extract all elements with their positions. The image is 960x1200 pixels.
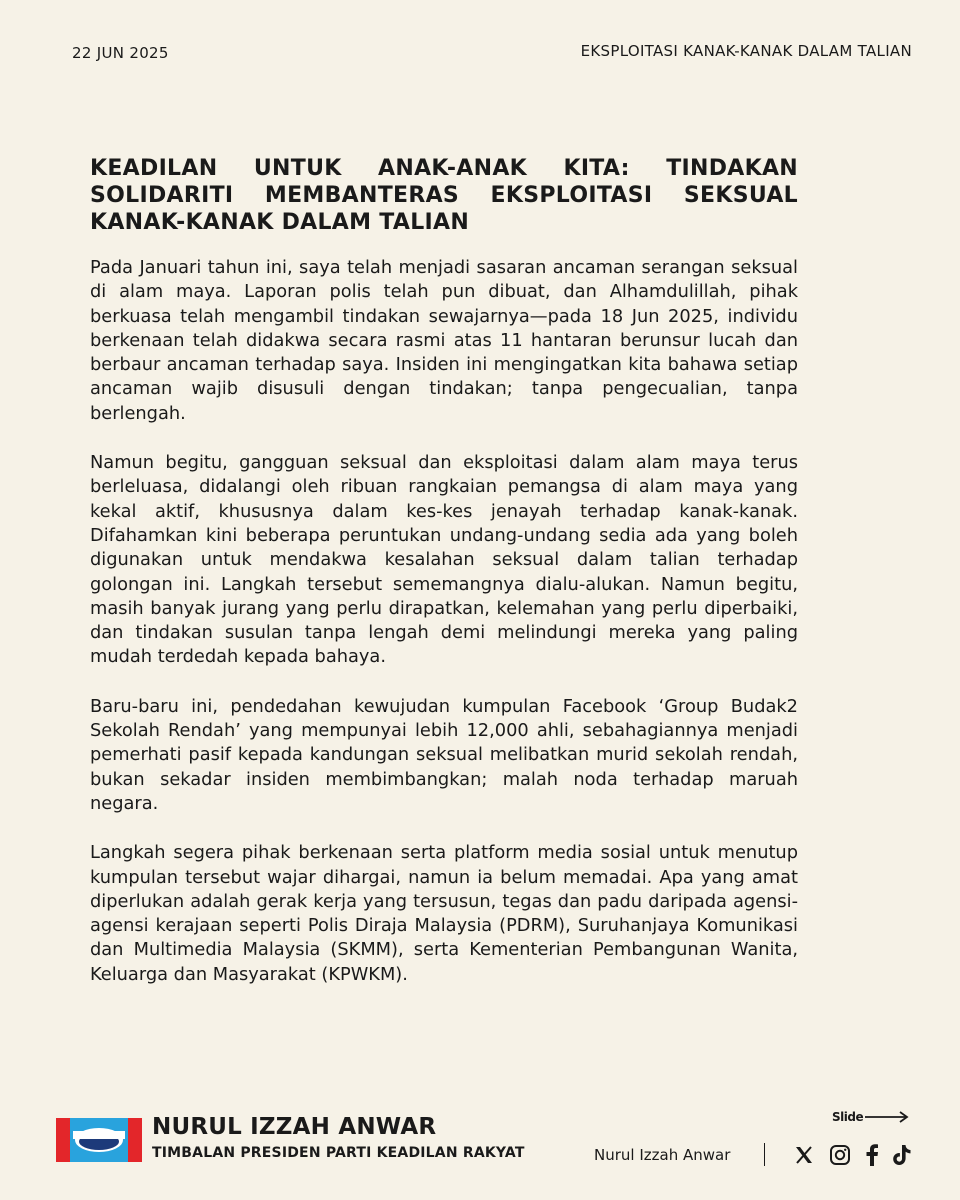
tiktok-icon[interactable] <box>890 1143 914 1167</box>
party-logo <box>56 1118 142 1162</box>
article-title: KEADILAN UNTUK ANAK-ANAK KITA: TINDAKAN SOLIDARITI MEMBANTERAS EKSPLOITASI SEKSUAL KANAK-KANAK DALAM TALIAN <box>90 156 798 235</box>
author-name: NURUL IZZAH ANWAR <box>152 1114 437 1140</box>
divider <box>764 1143 765 1166</box>
paragraph-2: Namun begitu, gangguan seksual dan eksploitasi dalam alam maya terus berleluasa, didalangi oleh ribuan rangkaian pemangsa di alam maya yang kekal aktif, khususnya dalam kes-kes jenayah terhadap kanak-kanak. Difahamkan kini beberapa peruntukan undang-undang sedia ada yang boleh digunakan untuk mendakwa kesalahan seksual dalam talian terhadap golongan ini. Langkah tersebut sememangnya dialu-alukan. Namun begitu, masih banyak jurang yang perlu dirapatkan, kelemahan yang perlu diperbaiki, dan tindakan susulan tanpa lengah demi melindungi mereka yang paling mudah terdedah kepada bahaya. <box>90 452 798 668</box>
slide-label: Slide <box>832 1110 864 1124</box>
post-date: 22 JUN 2025 <box>72 44 169 62</box>
paragraph-1: Pada Januari tahun ini, saya telah menjadi sasaran ancaman serangan seksual di alam maya. Laporan polis telah pun dibuat, dan Alhamdulillah, pihak berkuasa telah mengambil tindakan sewajarnya—pada 18 Jun 2025, individu berkenaan telah didakwa secara rasmi atas 11 hantaran berunsur lucah dan berbaur ancaman terhadap saya. Insiden ini mengingatkan kita bahawa setiap ancaman wajib disusuli dengan tindakan; tanpa pengecualian, tanpa berlengah. <box>90 257 798 424</box>
instagram-icon[interactable] <box>828 1143 852 1167</box>
article-body <box>90 256 798 1012</box>
slide-indicator[interactable] <box>832 1110 909 1124</box>
social-handle: Nurul Izzah Anwar <box>594 1146 731 1164</box>
paragraph-3: Baru-baru ini, pendedahan kewujudan kumpulan Facebook ‘Group Budak2 Sekolah Rendah’ yang mempunyai lebih 12,000 ahli, sebahagiannya menjadi pemerhati pasif kepada kandungan seksual melibatkan murid sekolah rendah, bukan sekadar insiden membimbangkan; malah noda terhadap maruah negara. <box>90 695 798 814</box>
x-icon[interactable] <box>792 1143 816 1167</box>
topic-label: EKSPLOITASI KANAK-KANAK DALAM TALIAN <box>580 42 912 60</box>
paragraph-4: Langkah segera pihak berkenaan serta platform media sosial untuk menutup kumpulan tersebut wajar dihargai, namun ia belum memadai. Apa yang amat diperlukan adalah gerak kerja yang tersusun, tegas dan padu daripada agensi-agensi kerajaan seperti Polis Diraja Malaysia (PDRM), Suruhanjaya Komunikasi dan Multimedia Malaysia (SKMM), serta Kementerian Pembangunan Wanita, Keluarga dan Masyarakat (KPWKM). <box>90 842 798 985</box>
arrow-right-icon <box>865 1111 909 1123</box>
facebook-icon[interactable] <box>860 1143 884 1167</box>
author-role: TIMBALAN PRESIDEN PARTI KEADILAN RAKYAT <box>152 1145 525 1161</box>
